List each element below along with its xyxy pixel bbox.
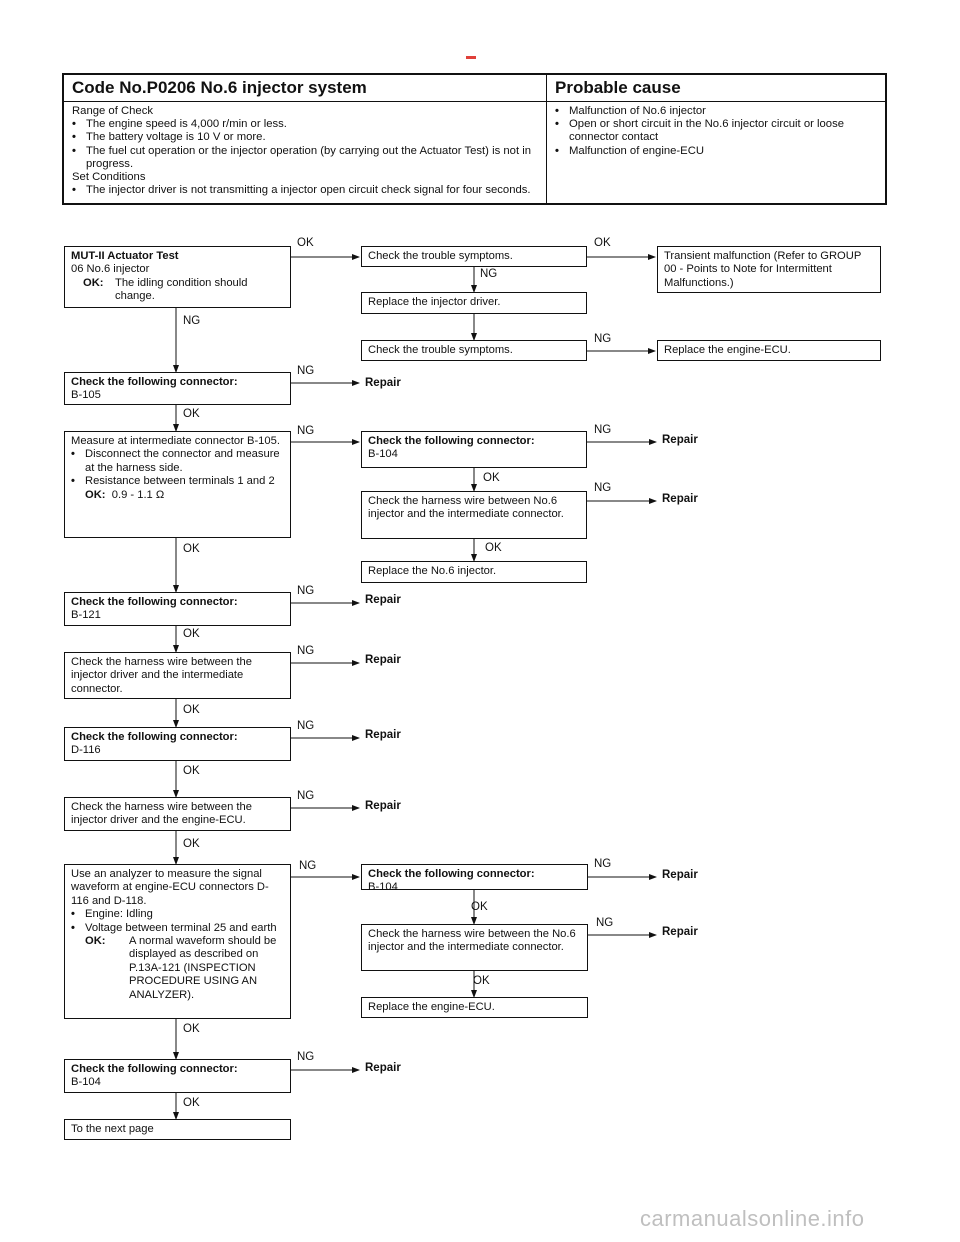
ng-label: NG: [297, 720, 315, 732]
harness-driver-ecu-box: [64, 797, 291, 831]
analyzer-item: • Voltage between terminal 25 and earth: [71, 921, 277, 934]
range-item: • The engine speed is 4,000 r/min or less.: [72, 118, 287, 131]
ng-label: NG: [594, 482, 612, 494]
replace-ecu-box-2: [361, 997, 588, 1018]
harness-injector-intermediate-box-2: [361, 924, 588, 971]
next-page-box: [64, 1119, 291, 1140]
ng-label: NG: [183, 315, 201, 327]
mut-title: MUT-II Actuator Test: [71, 250, 179, 262]
connector-id: B-104: [71, 1076, 101, 1089]
ok-label: OK: [473, 975, 490, 987]
analyzer-item: • Engine: Idling: [71, 908, 153, 921]
connector-title: Check the following connector:: [368, 435, 535, 447]
bullet-icon: •: [71, 475, 75, 488]
measure-ok: OK: 0.9 - 1.1 Ω: [85, 488, 165, 501]
replace-injector-box: [361, 561, 587, 583]
ok-label: OK: [183, 628, 200, 640]
connector-title: Check the following connector:: [71, 731, 238, 743]
box-text: Replace the engine-ECU.: [664, 344, 791, 356]
bullet-icon: •: [555, 144, 559, 157]
ng-label: NG: [297, 425, 315, 437]
ng-label: NG: [297, 790, 315, 802]
repair-label: Repair: [365, 729, 401, 741]
check-connector-b121-box: [64, 592, 291, 626]
box-text: Replace the injector driver.: [368, 296, 501, 308]
ok-label: OK: [183, 1023, 200, 1035]
check-symptoms-box-1: [361, 246, 587, 267]
check-connector-b104-box-1: [361, 431, 587, 468]
ng-label: NG: [297, 585, 315, 597]
ok-label: OK: [183, 1097, 200, 1109]
ng-label: NG: [596, 917, 614, 929]
analyzer-title: Use an analyzer to measure the signal waveform at engine-ECU connectors D-116 and D-118.: [71, 868, 269, 907]
ok-label: OK: [183, 838, 200, 850]
check-connector-b104-box-2: [361, 864, 588, 894]
connector-id: B-105: [71, 389, 101, 402]
connector-id: B-104: [368, 448, 398, 461]
measure-intermediate-box: [64, 431, 291, 538]
ok-label: OK: [183, 704, 200, 716]
ng-label: NG: [594, 424, 612, 436]
repair-label: Repair: [365, 594, 401, 606]
connector-title: Check the following connector:: [71, 596, 238, 608]
box-text: Replace the No.6 injector.: [368, 565, 497, 577]
ng-label: NG: [297, 365, 315, 377]
bullet-icon: •: [72, 118, 76, 131]
measure-title: Measure at intermediate connector B-105.: [71, 435, 280, 447]
measure-item: • Resistance between terminals 1 and 2: [71, 475, 275, 488]
connector-title: Check the following connector:: [71, 376, 238, 388]
connector-title: Check the following connector:: [368, 868, 535, 880]
box-text: Check the harness wire between No.6 injector and the intermediate connector.: [368, 495, 564, 521]
repair-label: Repair: [365, 800, 401, 812]
box-text: Check the harness wire between the injector driver and the intermediate connector.: [71, 656, 252, 695]
cause-item: • Malfunction of engine-ECU: [555, 144, 705, 157]
bullet-icon: •: [71, 908, 75, 921]
bullet-icon: •: [72, 131, 76, 144]
connector-id: B-121: [71, 609, 101, 622]
repair-label: Repair: [365, 377, 401, 389]
measure-item: • Disconnect the connector and measure at the harness side.: [71, 448, 280, 474]
mut-actuator-test-box: [64, 246, 291, 308]
connector-id: D-116: [71, 744, 101, 757]
box-text: Replace the engine-ECU.: [368, 1001, 495, 1013]
bullet-icon: •: [71, 448, 75, 461]
cause-item: • Malfunction of No.6 injector: [555, 105, 706, 117]
box-text: To the next page: [71, 1123, 154, 1135]
box-text: Check the trouble symptoms.: [368, 344, 513, 356]
ok-label: OK: [183, 408, 200, 420]
repair-label: Repair: [662, 869, 698, 881]
ok-label: OK: [594, 237, 611, 249]
ng-label: NG: [594, 333, 612, 345]
harness-injector-intermediate-box-1: [361, 491, 587, 539]
ng-label: NG: [299, 860, 317, 872]
connector-id: B-104: [368, 881, 398, 894]
analyzer-measure-box: [64, 864, 291, 1019]
cause-item: • Open or short circuit in the No.6 injector circuit or loose connector contact: [555, 118, 845, 144]
analyzer-ok: OK: A normal waveform should be displayed as described on P.13A-121 (INSPECTION PROCEDURE USING AN ANALYZER).: [85, 935, 277, 1001]
mut-sub: 06 No.6 injector: [71, 263, 150, 276]
box-text: Transient malfunction (Refer to GROUP 00 - Points to Note for Intermittent Malfunctions.): [664, 250, 862, 289]
bullet-icon: •: [72, 144, 76, 157]
ok-label: OK: [183, 543, 200, 555]
set-item: • The injector driver is not transmitting a injector open circuit check signal for four seconds.: [72, 184, 531, 197]
ng-label: NG: [480, 268, 498, 280]
repair-label: Repair: [365, 654, 401, 666]
range-item: • The fuel cut operation or the injector operation (by carrying out the Actuator Test) is not in progress.: [72, 144, 532, 170]
box-text: Check the harness wire between the No.6 injector and the intermediate connector.: [368, 928, 576, 954]
ng-label: NG: [594, 858, 612, 870]
bullet-icon: •: [555, 105, 559, 117]
probable-cause-title: Probable cause: [547, 74, 887, 102]
bullet-icon: •: [72, 184, 76, 197]
check-connector-b105-box: [64, 372, 291, 405]
check-connector-d116-box: [64, 727, 291, 761]
transient-malfunction-box: [657, 246, 881, 293]
repair-label: Repair: [662, 434, 698, 446]
ng-label: NG: [297, 1051, 315, 1063]
ng-label: NG: [297, 645, 315, 657]
ok-label: OK: [297, 237, 314, 249]
range-label: Range of Check: [72, 105, 154, 117]
check-connector-b104-box-3: [64, 1059, 291, 1093]
bullet-icon: •: [555, 118, 559, 131]
set-label: Set Conditions: [72, 171, 146, 184]
ok-label: OK: [483, 472, 500, 484]
check-symptoms-box-2: [361, 340, 587, 361]
harness-driver-intermediate-box: [64, 652, 291, 699]
ok-label: OK: [485, 542, 502, 554]
repair-label: Repair: [662, 926, 698, 938]
box-text: Check the trouble symptoms.: [368, 250, 513, 262]
code-title: Code No.P0206 No.6 injector system: [63, 74, 547, 102]
connector-title: Check the following connector:: [71, 1063, 238, 1075]
bullet-icon: •: [71, 921, 75, 934]
watermark: carmanualsonline.info: [640, 1206, 865, 1231]
ok-label: OK: [183, 765, 200, 777]
repair-label: Repair: [365, 1062, 401, 1074]
repair-label: Repair: [662, 493, 698, 505]
mut-ok: OK: The idling condition should change.: [83, 276, 248, 303]
range-item: • The battery voltage is 10 V or more.: [72, 131, 266, 144]
box-text: Check the harness wire between the injector driver and the engine-ECU.: [71, 801, 252, 827]
replace-ecu-box-1: [657, 340, 881, 361]
ok-label: OK: [471, 901, 488, 913]
replace-injector-driver-box: [361, 292, 587, 314]
